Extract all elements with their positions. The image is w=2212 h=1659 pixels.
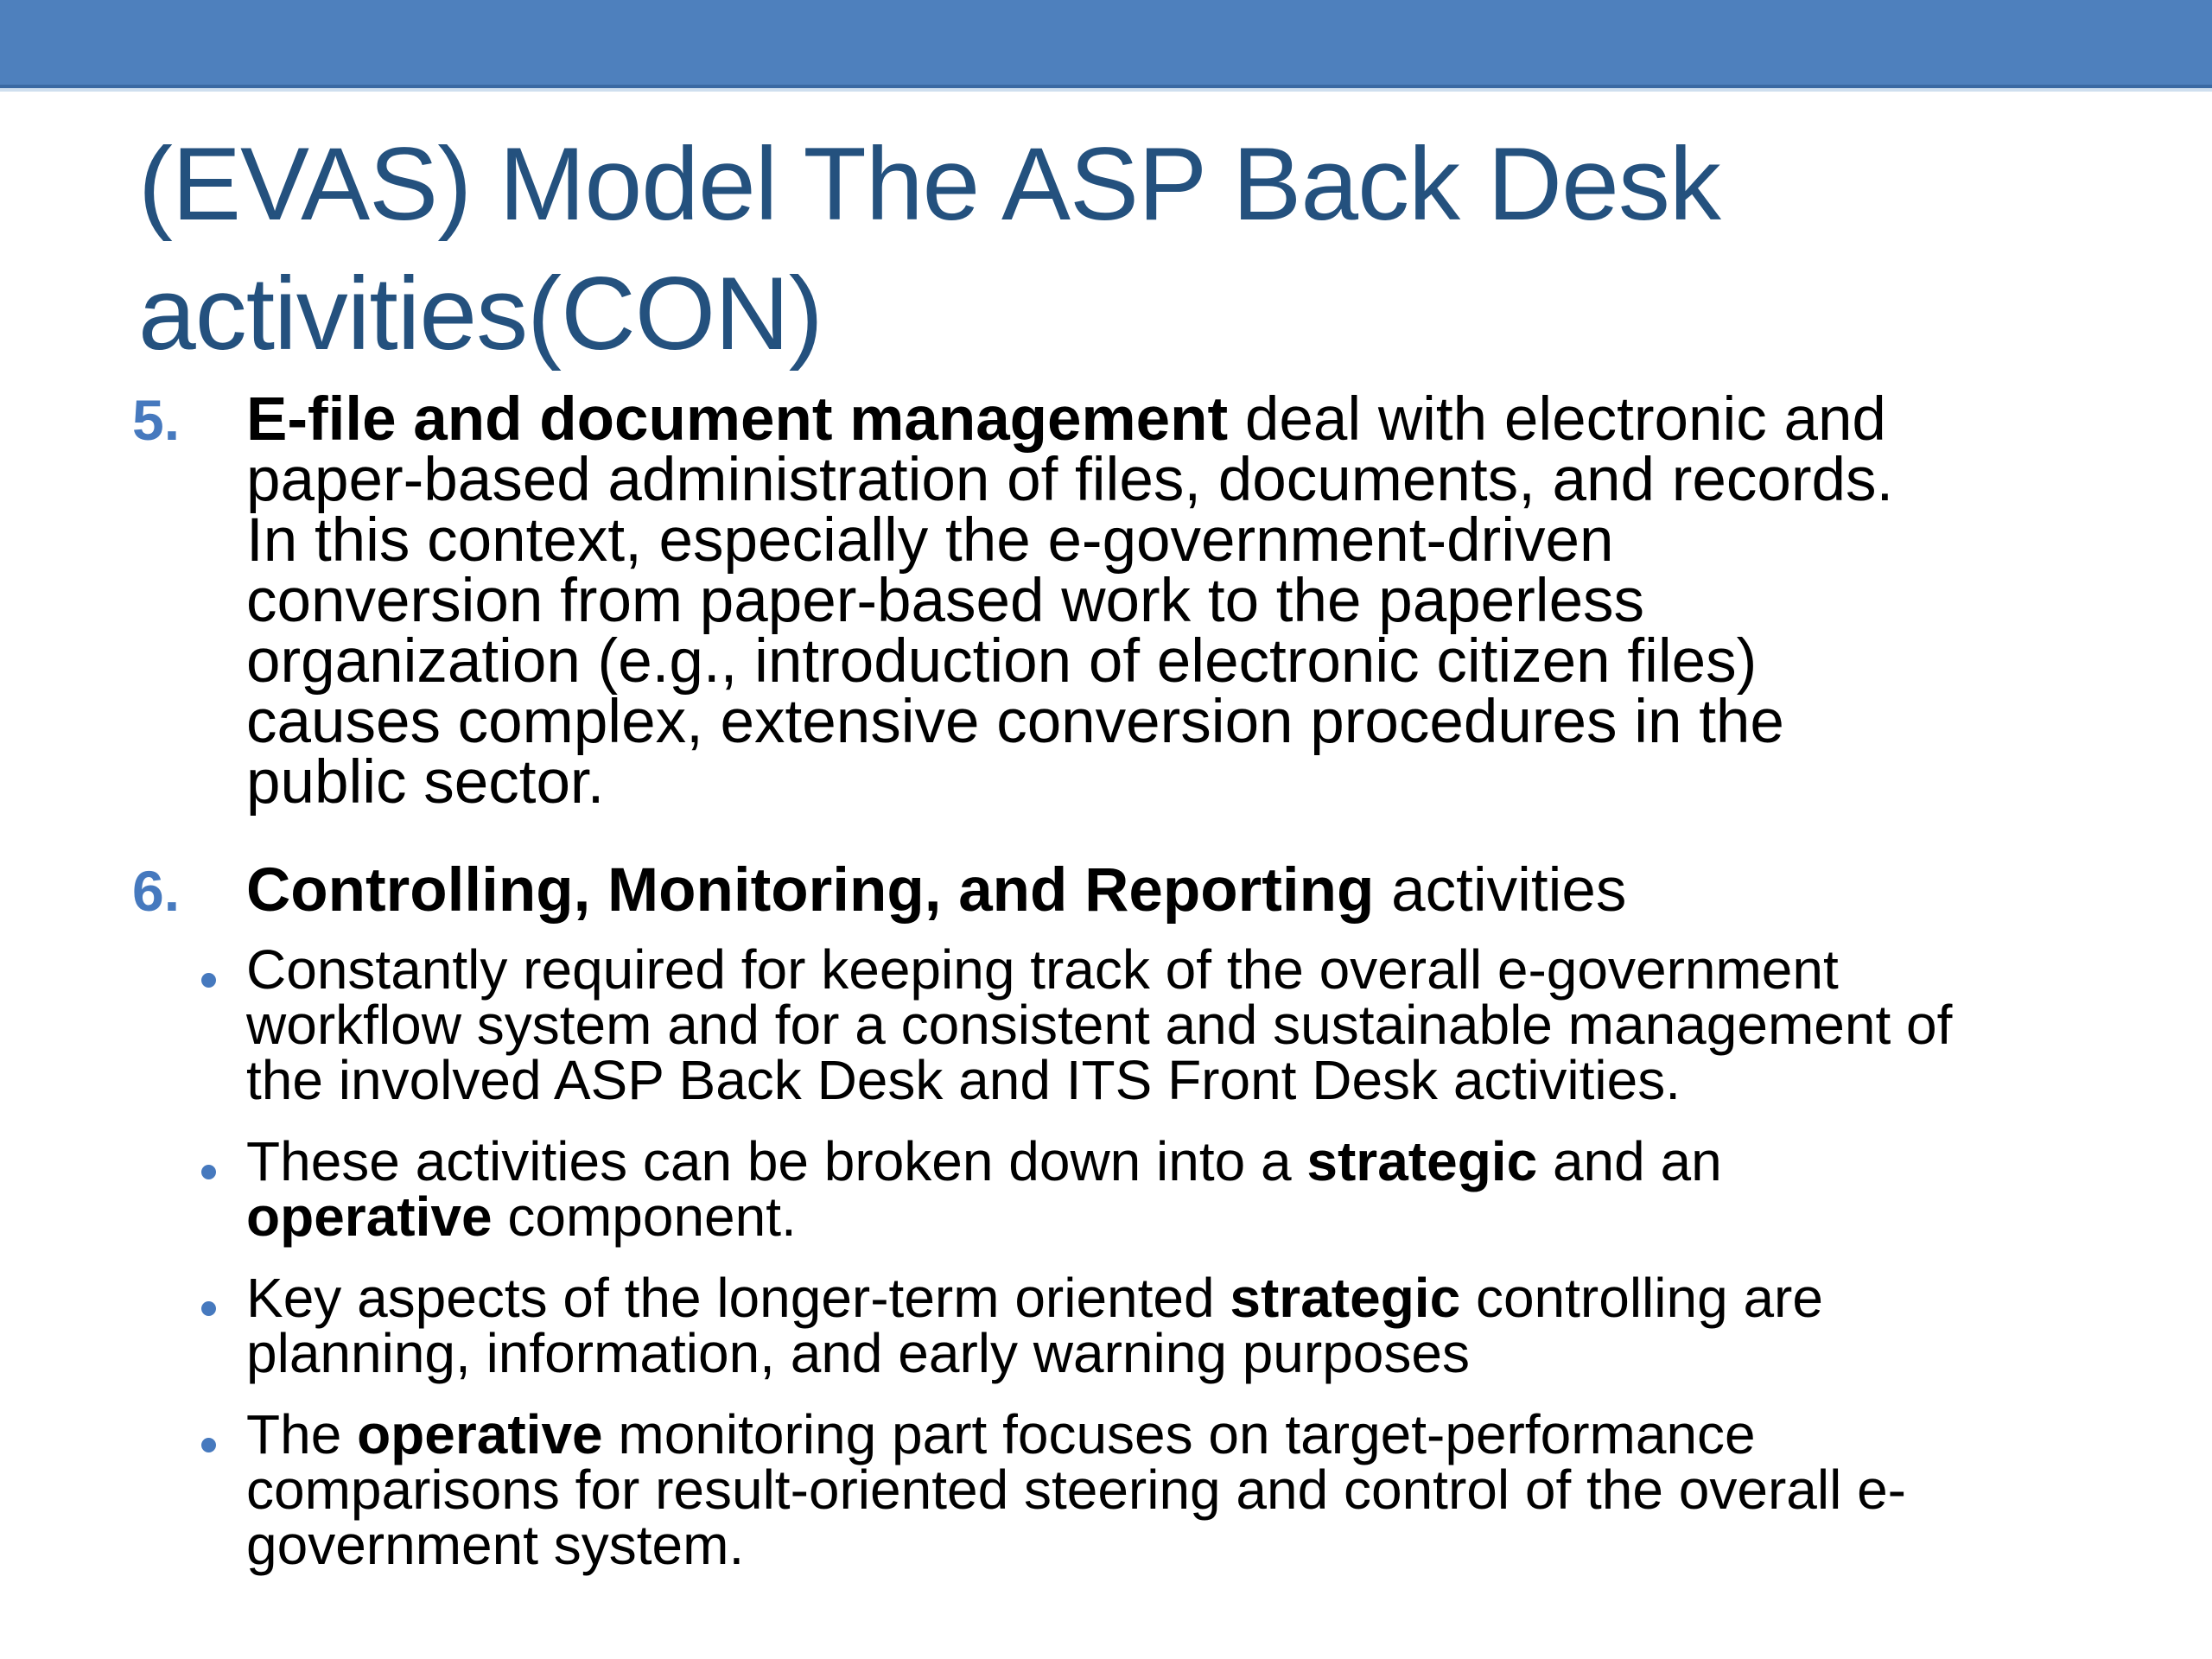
bullet-item (0, 1130, 2212, 1248)
text-line (246, 1130, 1722, 1192)
text-line (246, 994, 1953, 1056)
bullet-dot-icon (201, 973, 216, 988)
text-line (246, 506, 1893, 575)
bullet-text (246, 1130, 1722, 1248)
text-run: Constantly required for keeping track of the overall e-government (246, 938, 1839, 1001)
text-line (246, 1049, 1952, 1111)
text-run: and an (1537, 1130, 1722, 1192)
text-run: the involved ASP Back Desk and ITS Front Desk activities. (246, 1049, 1681, 1111)
text-line (246, 856, 1627, 925)
text-run: comparisons for result-oriented steering and control of the overall e- (246, 1459, 1906, 1521)
top-accent-bar (0, 0, 2212, 88)
text-run: paper-based administration of files, documents, and records. (246, 446, 1894, 514)
item-text (246, 385, 1894, 817)
item-number: 5. (132, 388, 181, 452)
text-line (246, 1403, 1906, 1465)
text-line (246, 688, 1893, 756)
text-run: In this context, especially the e-government-driven (246, 506, 1614, 575)
bullet-dot-icon (201, 1165, 216, 1179)
text-run: activities (1374, 856, 1627, 925)
text-run: controlling are (1460, 1267, 1823, 1329)
text-run: component. (492, 1185, 797, 1248)
text-run: causes complex, extensive conversion procedures in the (246, 688, 1784, 756)
text-run-bold: Controlling, Monitoring, and Reporting (246, 856, 1375, 925)
text-line (246, 1267, 1823, 1329)
text-run: government system. (246, 1514, 745, 1576)
text-line (246, 446, 1894, 514)
slide-title-line: activities(CON) (138, 256, 823, 372)
list-item (0, 858, 2212, 924)
slide-title (138, 119, 2126, 378)
text-run: planning, information, and early warning purposes (246, 1322, 1470, 1384)
text-run-bold: operative (246, 1185, 493, 1248)
text-run: Key aspects of the longer-term oriented (246, 1267, 1230, 1329)
text-run-bold: E-file and document management (246, 385, 1229, 454)
text-line (246, 1459, 1906, 1521)
text-line (246, 627, 1893, 696)
bullet-text (246, 1267, 1823, 1384)
text-line (246, 1185, 1722, 1248)
text-run: These activities can be broken down into a (246, 1130, 1307, 1192)
text-run: conversion from paper-based work to the paperless (246, 567, 1645, 635)
bullet-text (246, 1403, 1906, 1576)
list-item (0, 385, 2212, 817)
bullet-dot-icon (201, 1438, 216, 1452)
text-run: deal with electronic and (1228, 385, 1886, 454)
text-line (246, 567, 1893, 635)
text-run-bold: strategic (1306, 1130, 1538, 1192)
text-run-bold: strategic (1230, 1267, 1461, 1329)
text-run: public sector. (246, 748, 605, 817)
text-line (246, 385, 1893, 454)
text-run: monitoring part focuses on target-performance (602, 1403, 1756, 1465)
numbered-list (0, 385, 2212, 1576)
text-run: The (246, 1403, 358, 1465)
text-run: workflow system and for a consistent and sustainable management of (246, 994, 1953, 1056)
bullet-item (0, 1267, 2212, 1384)
text-line (246, 938, 1952, 1001)
item-text (246, 856, 1627, 925)
text-line (246, 748, 1893, 817)
text-line (246, 1514, 1906, 1576)
bullet-text (246, 938, 1953, 1111)
slide-title-line: (EVAS) Model The ASP Back Desk (138, 126, 1720, 242)
bullet-item (0, 938, 2212, 1111)
text-run-bold: operative (357, 1403, 603, 1465)
item-number: 6. (132, 859, 181, 923)
text-line (246, 1322, 1823, 1384)
text-run: organization (e.g., introduction of electronic citizen files) (246, 627, 1758, 696)
bullet-item (0, 1403, 2212, 1576)
bullet-dot-icon (201, 1301, 216, 1316)
